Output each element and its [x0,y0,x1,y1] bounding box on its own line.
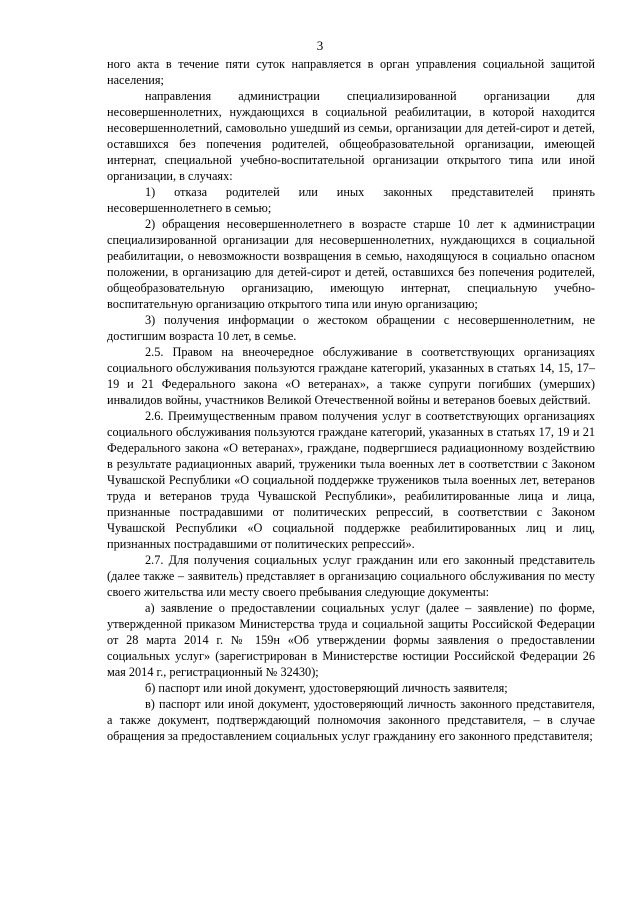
paragraph-item-2: 2) обращения несовершеннолетнего в возрасте старше 10 лет к администрации специализированной организации для несовершеннолетних, нуждающихся в социальной реабилитации, о невозможности возвращения в семью, находящуюся в социально опасном положении, в организацию для детей-сирот и детей, оставшихся без попечения родителей, общеобразовательную организацию, имеющую интернат, специальную учебно-воспитательную организацию открытого типа или иную организацию; [107,217,595,311]
paragraph-item-1: 1) отказа родителей или иных законных представителей принять несовершеннолетнего в семью; [107,185,595,215]
paragraph-directions-administration: направления администрации специализированной организации для несовершеннолетних, нуждающихся в социальной реабилитации, в которой находится несовершеннолетний, самовольно ушедший из семьи, организации для детей-сирот и детей, оставшихся без попечения родителей, общеобразовательной организации, имеющей интернат, специальной учебно-воспитательной организации открытого типа или иной организации, в случаях: [107,89,595,183]
document-body [107,56,595,744]
paragraph-item-a: а) заявление о предоставлении социальных услуг (далее – заявление) по форме, утвержденной приказом Министерства труда и социальной защиты Российской Федерации от 28 марта 2014 г. № 159н «Об утверждении формы заявления о предоставлении социальных услуг» (зарегистрирован в Министерстве юстиции Российской Федерации 26 мая 2014 г., регистрационный № 32430); [107,601,595,679]
page-number: 3 [316,38,324,53]
paragraph-clause-2-6: 2.6. Преимущественным правом получения услуг в соответствующих организациях социального обслуживания пользуются граждане категорий, указанных в статьях 17, 19 и 21 Федерального закона «О ветеранах», граждане, подвергшиеся радиационному воздействию в результате радиационных аварий, труженики тыла военных лет в соответствии с Законом Чувашской Республики «О социальной поддержке тружеников тыла военных лет, ветеранов труда и ветеранов труда Чувашской Республики», реабилитированные лица и лица, признанные пострадавшими от политических репрессий, в соответствии с Законом Чувашской Республики «О социальной поддержке реабилитированных лиц и лиц, признанных пострадавшими от политических репрессий». [107,409,595,551]
paragraph-clause-2-7: 2.7. Для получения социальных услуг гражданин или его законный представитель (далее также – заявитель) представляет в организацию социального обслуживания по месту своего жительства или месту своего пребывания следующие документы: [107,553,595,599]
paragraph-item-b: б) паспорт или иной документ, удостоверяющий личность заявителя; [145,681,508,695]
paragraph-item-3: 3) получения информации о жестоком обращении с несовершеннолетним, не достигшим возраста 10 лет, в семье. [107,313,595,343]
paragraph-item-v: в) паспорт или иной документ, удостоверяющий личность законного представителя, а также документ, подтверждающий полномочия законного представителя, – в случае обращения за предоставлением социальных услуг гражданину его законного представителя; [107,697,595,743]
paragraph-continuation: ного акта в течение пяти суток направляется в орган управления социальной защитой населения; [107,57,595,87]
paragraph-clause-2-5: 2.5. Правом на внеочередное обслуживание в соответствующих организациях социального обслуживания пользуются граждане категорий, указанных в статьях 14, 15, 17–19 и 21 Федерального закона «О ветеранах», а также супруги погибших (умерших) инвалидов войны, участников Великой Отечественной войны и ветеранов боевых действий. [107,345,595,407]
